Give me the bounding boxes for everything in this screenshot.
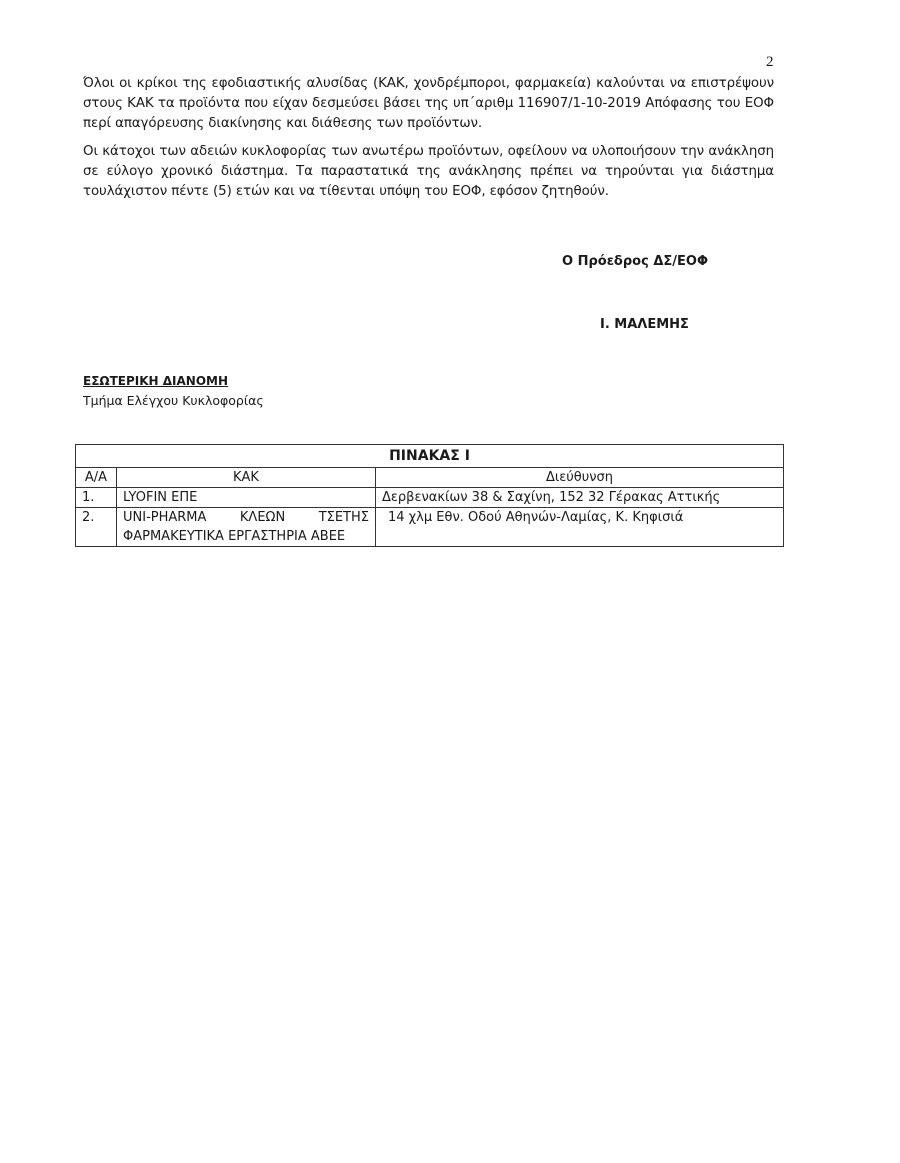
row-kak: LYOFIN ΕΠΕ [117,488,376,508]
kak-word: ΤΣΕΤΗΣ [318,510,369,525]
kak-name-line-1 [123,508,369,527]
row-address: 14 χλμ Εθν. Οδού Αθηνών-Λαμίας, Κ. Κηφισιά [376,508,784,547]
signatory-title: Ο Πρόεδρος ΔΣ/ΕΟΦ [562,254,709,269]
signatory-name: Ι. ΜΑΛΕΜΗΣ [600,317,689,332]
kak-word: ΚΛΕΩΝ [239,510,286,525]
table-caption: ΠΙΝΑΚΑΣ Ι [76,445,784,468]
distribution-recipient: Τμήμα Ελέγχου Κυκλοφορίας [83,393,264,408]
row-number: 1. [76,488,117,508]
column-header-kak: ΚΑΚ [117,468,376,488]
row-number: 2. [76,508,117,547]
row-kak [117,508,376,547]
paragraph-return-products: Όλοι οι κρίκοι της εφοδιαστικής αλυσίδας (ΚΑΚ, χονδρέμποροι, φαρμακεία) καλούνται να επιστρέψουν στους ΚΑΚ τα προϊόντα που είχαν δεσμεύσει βάσει της υπ΄αριθμ 116907/1-10-2019 Απόφασης του ΕΟΦ περί απαγόρευσης διακίνησης και διάθεσης των προϊόντων. [83,76,774,131]
kak-name-line-2: ΦΑΡΜΑΚΕΥΤΙΚΑ ΕΡΓΑΣΤΗΡΙΑ ΑΒΕΕ [123,529,346,544]
column-header-address: Διεύθυνση [376,468,784,488]
distribution-heading: ΕΣΩΤΕΡΙΚΗ ΔΙΑΝΟΜΗ [83,374,229,388]
paragraph-recall-obligation: Οι κάτοχοι των αδειών κυκλοφορίας των ανωτέρω προϊόντων, οφείλουν να υλοποιήσουν την ανάκληση σε εύλογο χρονικό διάστημα. Τα παραστατικά της ανάκλησης πρέπει να τηρούνται για διάστημα τουλάχιστον πέντε (5) ετών και να τίθενται υπόψη του ΕΟΦ, εφόσον ζητηθούν. [83,144,774,199]
kak-table [75,444,784,547]
table-row [76,488,784,508]
page-number: 2 [766,54,774,70]
row-address: Δερβενακίων 38 & Σαχίνη, 152 32 Γέρακας Αττικής [376,488,784,508]
table-row [76,508,784,547]
kak-word: UNI-PHARMA [123,510,207,525]
column-header-aa: Α/Α [76,468,117,488]
